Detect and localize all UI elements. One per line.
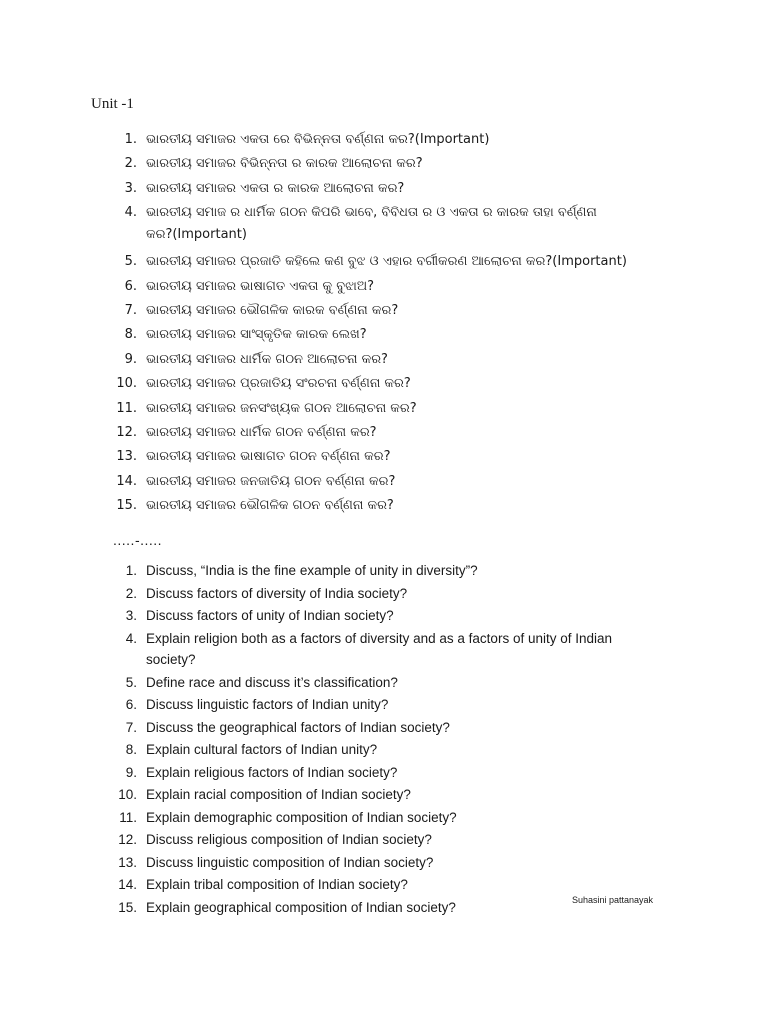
- question-text: [146, 718, 450, 738]
- question-text-line: Discuss linguistic composition of Indian society?: [146, 854, 434, 870]
- question-text: [146, 808, 457, 828]
- question-text-line: ଭାରତୀୟ ସମାଜର ପ୍ରଜାତିୟ ସଂରଚନା ବର୍ଣ୍ଣନା କର?: [146, 376, 411, 392]
- question-number: 5.: [125, 674, 137, 690]
- question-text: [146, 374, 411, 393]
- question-number: 14.: [118, 877, 137, 892]
- question-number: 7.: [125, 719, 137, 735]
- question-text-line: ଭାରତୀୟ ସମାଜର ଭାଷାଗତ ଗଠନ ବର୍ଣ୍ଣନା କର?: [146, 449, 391, 465]
- odia-question-item: [107, 179, 707, 203]
- odia-question-item: [107, 252, 707, 276]
- english-question-item: [107, 673, 707, 696]
- question-text-line: Explain religion both as a factors of diversity and as a factors of unity of Indian: [146, 630, 613, 646]
- question-text-line: ଭାରତୀୟ ସମାଜର ଭୌଗଳିକ ଗଠନ ବର୍ଣ୍ଣନା କର?: [146, 498, 394, 514]
- question-number: 10.: [116, 376, 137, 392]
- english-question-item: [107, 763, 707, 786]
- question-text: [146, 830, 432, 850]
- odia-question-item: [107, 154, 707, 178]
- english-question-item: [107, 629, 707, 673]
- question-text: [146, 695, 388, 715]
- question-number: 15.: [118, 899, 137, 915]
- question-text: [146, 785, 411, 805]
- question-text: [146, 252, 627, 271]
- odia-question-list: [107, 130, 707, 520]
- question-text-line: Explain cultural factors of Indian unity?: [146, 742, 378, 757]
- odia-question-item: [107, 325, 707, 349]
- question-text: [146, 301, 398, 320]
- english-question-item: [107, 740, 707, 763]
- odia-question-item: [107, 350, 707, 374]
- english-question-item: [107, 718, 707, 741]
- question-number: 13.: [118, 854, 137, 870]
- question-text: [146, 763, 397, 783]
- question-text-line: Explain geographical composition of Indian society?: [146, 899, 456, 915]
- question-text-line: Explain religious factors of Indian society?: [146, 764, 398, 780]
- question-text-line: Explain demographic composition of Indian society?: [146, 809, 457, 825]
- question-text-line: ଭାରତୀୟ ସମାଜର ପ୍ରଜାତି କହିଲେ କଣ ବୁଝ ଓ ଏହାର ବର୍ଗୀକରଣ ଆଲୋଚନା କର?(Important): [146, 254, 627, 270]
- question-number: 1.: [125, 563, 137, 578]
- question-text: [146, 399, 417, 418]
- question-text: [146, 203, 597, 248]
- question-number: 9.: [124, 351, 137, 367]
- odia-question-item: [107, 472, 707, 496]
- odia-question-item: [107, 277, 707, 301]
- odia-question-item: [107, 423, 707, 447]
- question-number: 11.: [119, 809, 137, 825]
- question-number: 2.: [124, 156, 137, 172]
- question-number: 14.: [116, 473, 137, 489]
- question-text: [146, 496, 394, 515]
- question-number: 15.: [116, 498, 137, 514]
- question-text-line: ଭାରତୀୟ ସମାଜର ଜନଜାତିୟ ଗଠନ ବର୍ଣ୍ଣନା କର?: [146, 473, 396, 489]
- question-text: [146, 472, 395, 491]
- odia-question-item: [107, 374, 707, 398]
- question-number: 5.: [124, 254, 137, 270]
- question-number: 4.: [125, 630, 137, 646]
- question-text: [146, 561, 478, 581]
- odia-question-item: [107, 496, 707, 520]
- english-question-item: [107, 830, 707, 853]
- question-text-line: ଭାରତୀୟ ସମାଜର ଭାଷାଗତ ଏକତା କୁ ବୁଝାଅ?: [146, 278, 375, 294]
- question-text: [146, 875, 408, 895]
- question-number: 8.: [125, 742, 137, 757]
- question-number: 4.: [124, 205, 137, 221]
- question-text-line: ଭାରତୀୟ ସମାଜର ଏକତା ର କାରକ ଆଲୋଚନା କର?: [146, 180, 405, 196]
- question-text: [146, 350, 388, 369]
- question-text: [146, 853, 433, 873]
- question-number: 6.: [125, 697, 137, 712]
- question-number: 8.: [124, 327, 137, 343]
- question-text: [146, 898, 456, 918]
- question-number: 12.: [116, 424, 137, 440]
- question-text-line: Discuss the geographical factors of Indian society?: [146, 719, 450, 735]
- question-text: [146, 584, 407, 604]
- question-text-line: ଭାରତୀୟ ସମାଜ ର ଧାର୍ମିକ ଗଠନ କିପରି ଭାବେ, ବିବିଧତା ର ଓ ଏକତା ର କାରକ ତାହା ବର୍ଣ୍ଣନା: [146, 205, 597, 221]
- question-text-line: Discuss factors of diversity of India society?: [146, 585, 408, 601]
- question-number: 2.: [125, 585, 137, 601]
- question-text-continuation: society?: [146, 651, 196, 667]
- english-question-item: [107, 853, 707, 876]
- question-text-line: Discuss linguistic factors of Indian unity?: [146, 697, 389, 712]
- odia-question-item: [107, 399, 707, 423]
- question-text-line: Explain racial composition of Indian society?: [146, 787, 411, 802]
- question-number: 10.: [118, 787, 137, 802]
- section-separator: .....-.....: [113, 532, 163, 548]
- question-text: [146, 423, 377, 442]
- question-text: [146, 606, 394, 626]
- question-text: [146, 130, 489, 149]
- question-number: 12.: [118, 832, 137, 847]
- question-text: [146, 179, 404, 198]
- question-number: 7.: [124, 302, 137, 318]
- question-number: 3.: [125, 608, 137, 623]
- english-question-item: [107, 785, 707, 808]
- odia-question-item: [107, 130, 707, 154]
- question-number: 13.: [116, 449, 137, 465]
- question-text-line: ଭାରତୀୟ ସମାଜର ଜନସଂଖ୍ୟକ ଗଠନ ଆଲୋଚନା କର?: [146, 400, 417, 416]
- question-text: [146, 447, 391, 466]
- english-question-item: [107, 584, 707, 607]
- question-number: 6.: [124, 278, 137, 294]
- question-text-line: ଭାରତୀୟ ସମାଜର ଧାର୍ମିକ ଗଠନ ବର୍ଣ୍ଣନା କର?: [146, 424, 377, 440]
- question-text: [146, 673, 398, 693]
- question-text-line: Explain tribal composition of Indian society?: [146, 877, 408, 892]
- question-text-line: ଭାରତୀୟ ସମାଜର ଏକତା ରେ ବିଭିନ୍ନତା ବର୍ଣ୍ଣନା କର?(Important): [146, 132, 490, 147]
- question-text-line: ଭାରତୀୟ ସମାଜର ବିଭିନ୍ନତା ର କାରକ ଆଲୋଚନା କର?: [146, 156, 423, 172]
- english-question-list: [107, 561, 707, 920]
- question-text-continuation: କର?(Important): [146, 227, 247, 243]
- question-text-line: Discuss factors of unity of Indian society?: [146, 608, 394, 623]
- question-text-line: Discuss religious composition of Indian society?: [146, 832, 432, 847]
- odia-question-item: [107, 203, 707, 252]
- question-number: 11.: [116, 400, 137, 416]
- unit-title: Unit -1: [91, 96, 134, 112]
- question-text: [146, 629, 612, 671]
- question-text-line: ଭାରତୀୟ ସମାଜର ଭୌଗଳିକ କାରକ ବର୍ଣ୍ଣନା କର?: [146, 302, 399, 318]
- question-text: [146, 277, 374, 296]
- question-text-line: ଭାରତୀୟ ସମାଜର ସାଂସ୍କୃତିକ କାରକ ଲେଖ?: [146, 327, 367, 343]
- english-question-item: [107, 606, 707, 629]
- english-question-item: [107, 808, 707, 831]
- question-text: [146, 325, 367, 344]
- english-question-item: [107, 695, 707, 718]
- author-signature: Suhasini pattanayak: [572, 895, 654, 905]
- question-text: [146, 154, 423, 173]
- question-number: 3.: [124, 180, 137, 196]
- question-text-line: Discuss, “India is the fine example of unity in diversity”?: [146, 563, 478, 578]
- odia-question-item: [107, 447, 707, 471]
- question-number: 9.: [125, 764, 137, 780]
- question-text-line: Define race and discuss it’s classification?: [146, 674, 398, 690]
- odia-question-item: [107, 301, 707, 325]
- english-question-item: [107, 561, 707, 584]
- question-text: [146, 740, 377, 760]
- question-text-line: ଭାରତୀୟ ସମାଜର ଧାର୍ମିକ ଗଠନ ଆଲୋଚନା କର?: [146, 351, 388, 367]
- question-number: 1.: [124, 132, 137, 147]
